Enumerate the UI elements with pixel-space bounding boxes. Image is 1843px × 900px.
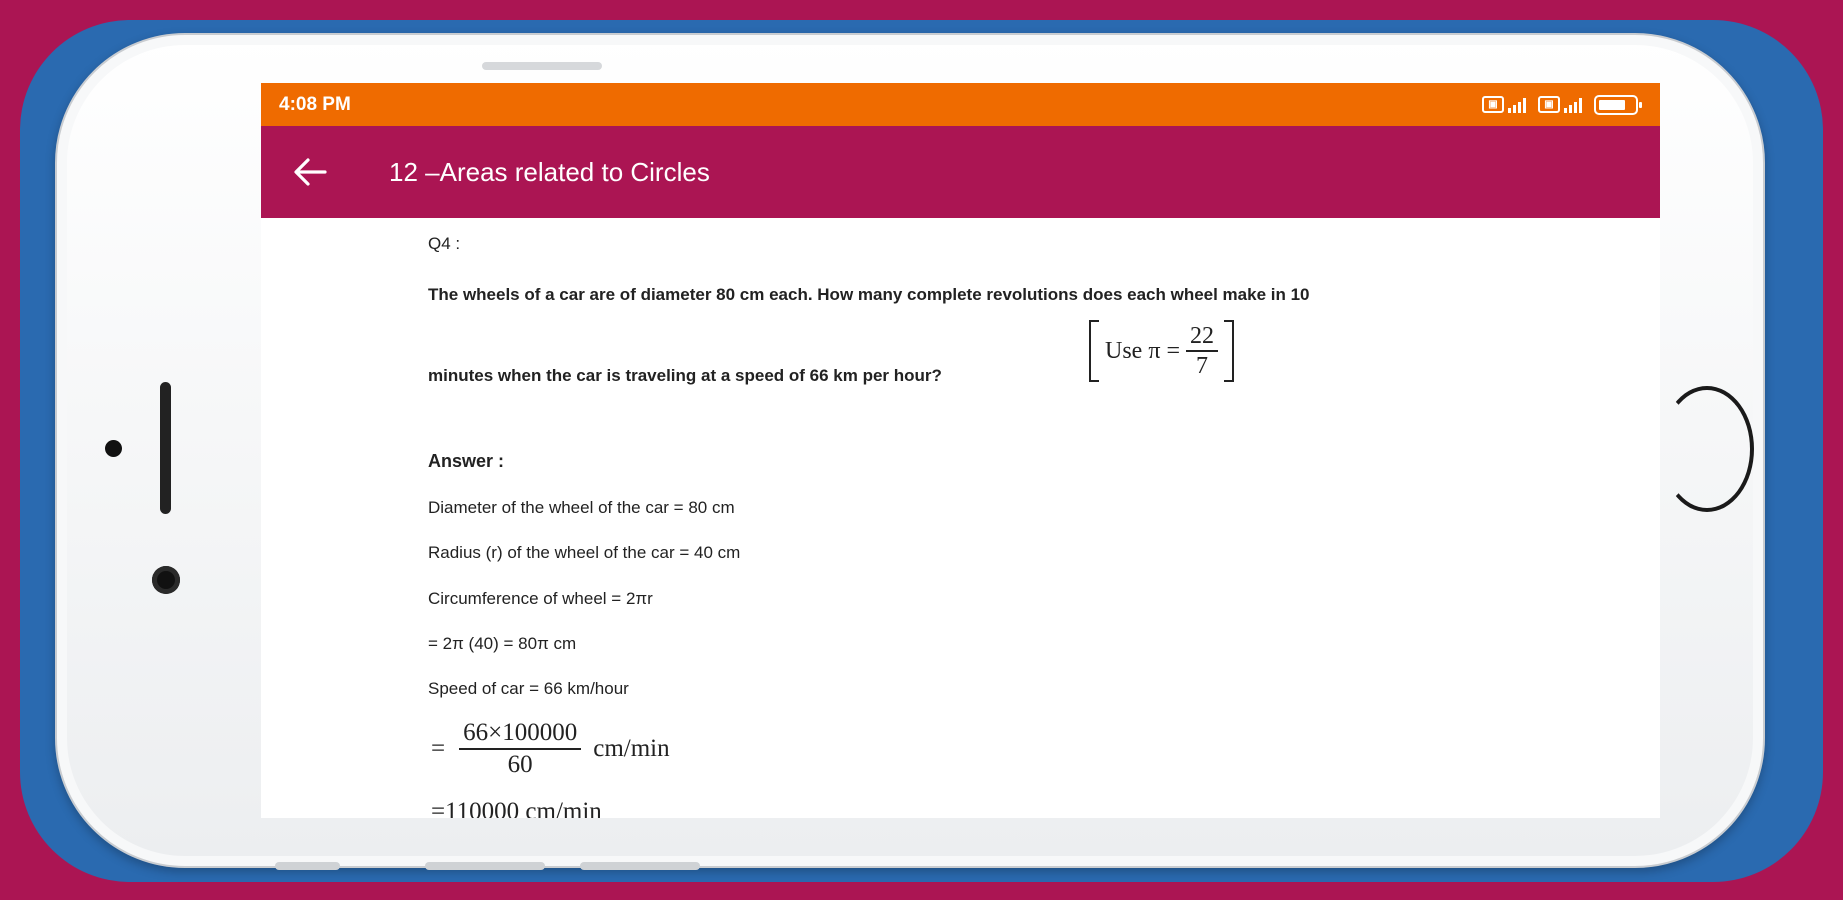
answer-line: Radius (r) of the wheel of the car = 40 cm (428, 543, 741, 562)
status-icons (1482, 95, 1638, 115)
earpiece-speaker (160, 382, 171, 514)
pi-hint-label: Use π = (1105, 337, 1180, 364)
answer-line: Diameter of the wheel of the car = 80 cm (428, 498, 735, 517)
battery-icon (1594, 95, 1638, 115)
left-bracket (1089, 320, 1099, 382)
status-time: 4:08 PM (279, 93, 351, 115)
speed-fraction (431, 718, 670, 780)
answer-label: Answer : (428, 451, 505, 471)
app-bar (261, 126, 1660, 218)
volume-button (482, 62, 602, 70)
back-button[interactable] (261, 126, 359, 218)
question-content (261, 218, 1660, 818)
side-button (275, 862, 340, 870)
front-camera (152, 566, 180, 594)
speed-denominator: 60 (507, 751, 533, 778)
phone-screen (261, 83, 1660, 818)
speed-fraction-value (459, 718, 581, 780)
volte-icon: ▣ (1538, 96, 1560, 113)
pi-fraction (1186, 322, 1218, 380)
page-title: 12 –Areas related to Circles (389, 156, 710, 187)
side-button (425, 862, 545, 870)
answer-line: Speed of car = 66 km/hour (428, 679, 629, 698)
signal-icon (1482, 96, 1526, 113)
right-bracket (1224, 320, 1234, 382)
status-bar (261, 83, 1660, 126)
pi-hint (1089, 320, 1234, 382)
side-button (580, 862, 700, 870)
pi-denominator: 7 (1195, 353, 1208, 379)
equals-sign: = (431, 735, 446, 762)
proximity-sensor (105, 440, 122, 457)
volte-icon: ▣ (1482, 96, 1504, 113)
home-button[interactable] (1660, 386, 1754, 512)
answer-line: = 2π (40) = 80π cm (428, 634, 577, 653)
question-number: Q4 : (428, 234, 461, 253)
pi-numerator: 22 (1186, 322, 1218, 352)
answer-line: Circumference of wheel = 2πr (428, 589, 653, 608)
question-text: minutes when the car is traveling at a speed of 66 km per hour? (428, 366, 942, 385)
speed-numerator: 66×100000 (459, 718, 581, 750)
speed-result: =110000 cm/min (431, 798, 602, 818)
question-text: The wheels of a car are of diameter 80 cm each. How many complete revolutions does each wheel make in 10 (428, 285, 1310, 304)
speed-unit: cm/min (593, 735, 670, 762)
signal-icon (1538, 96, 1582, 113)
back-arrow-icon (293, 157, 327, 187)
